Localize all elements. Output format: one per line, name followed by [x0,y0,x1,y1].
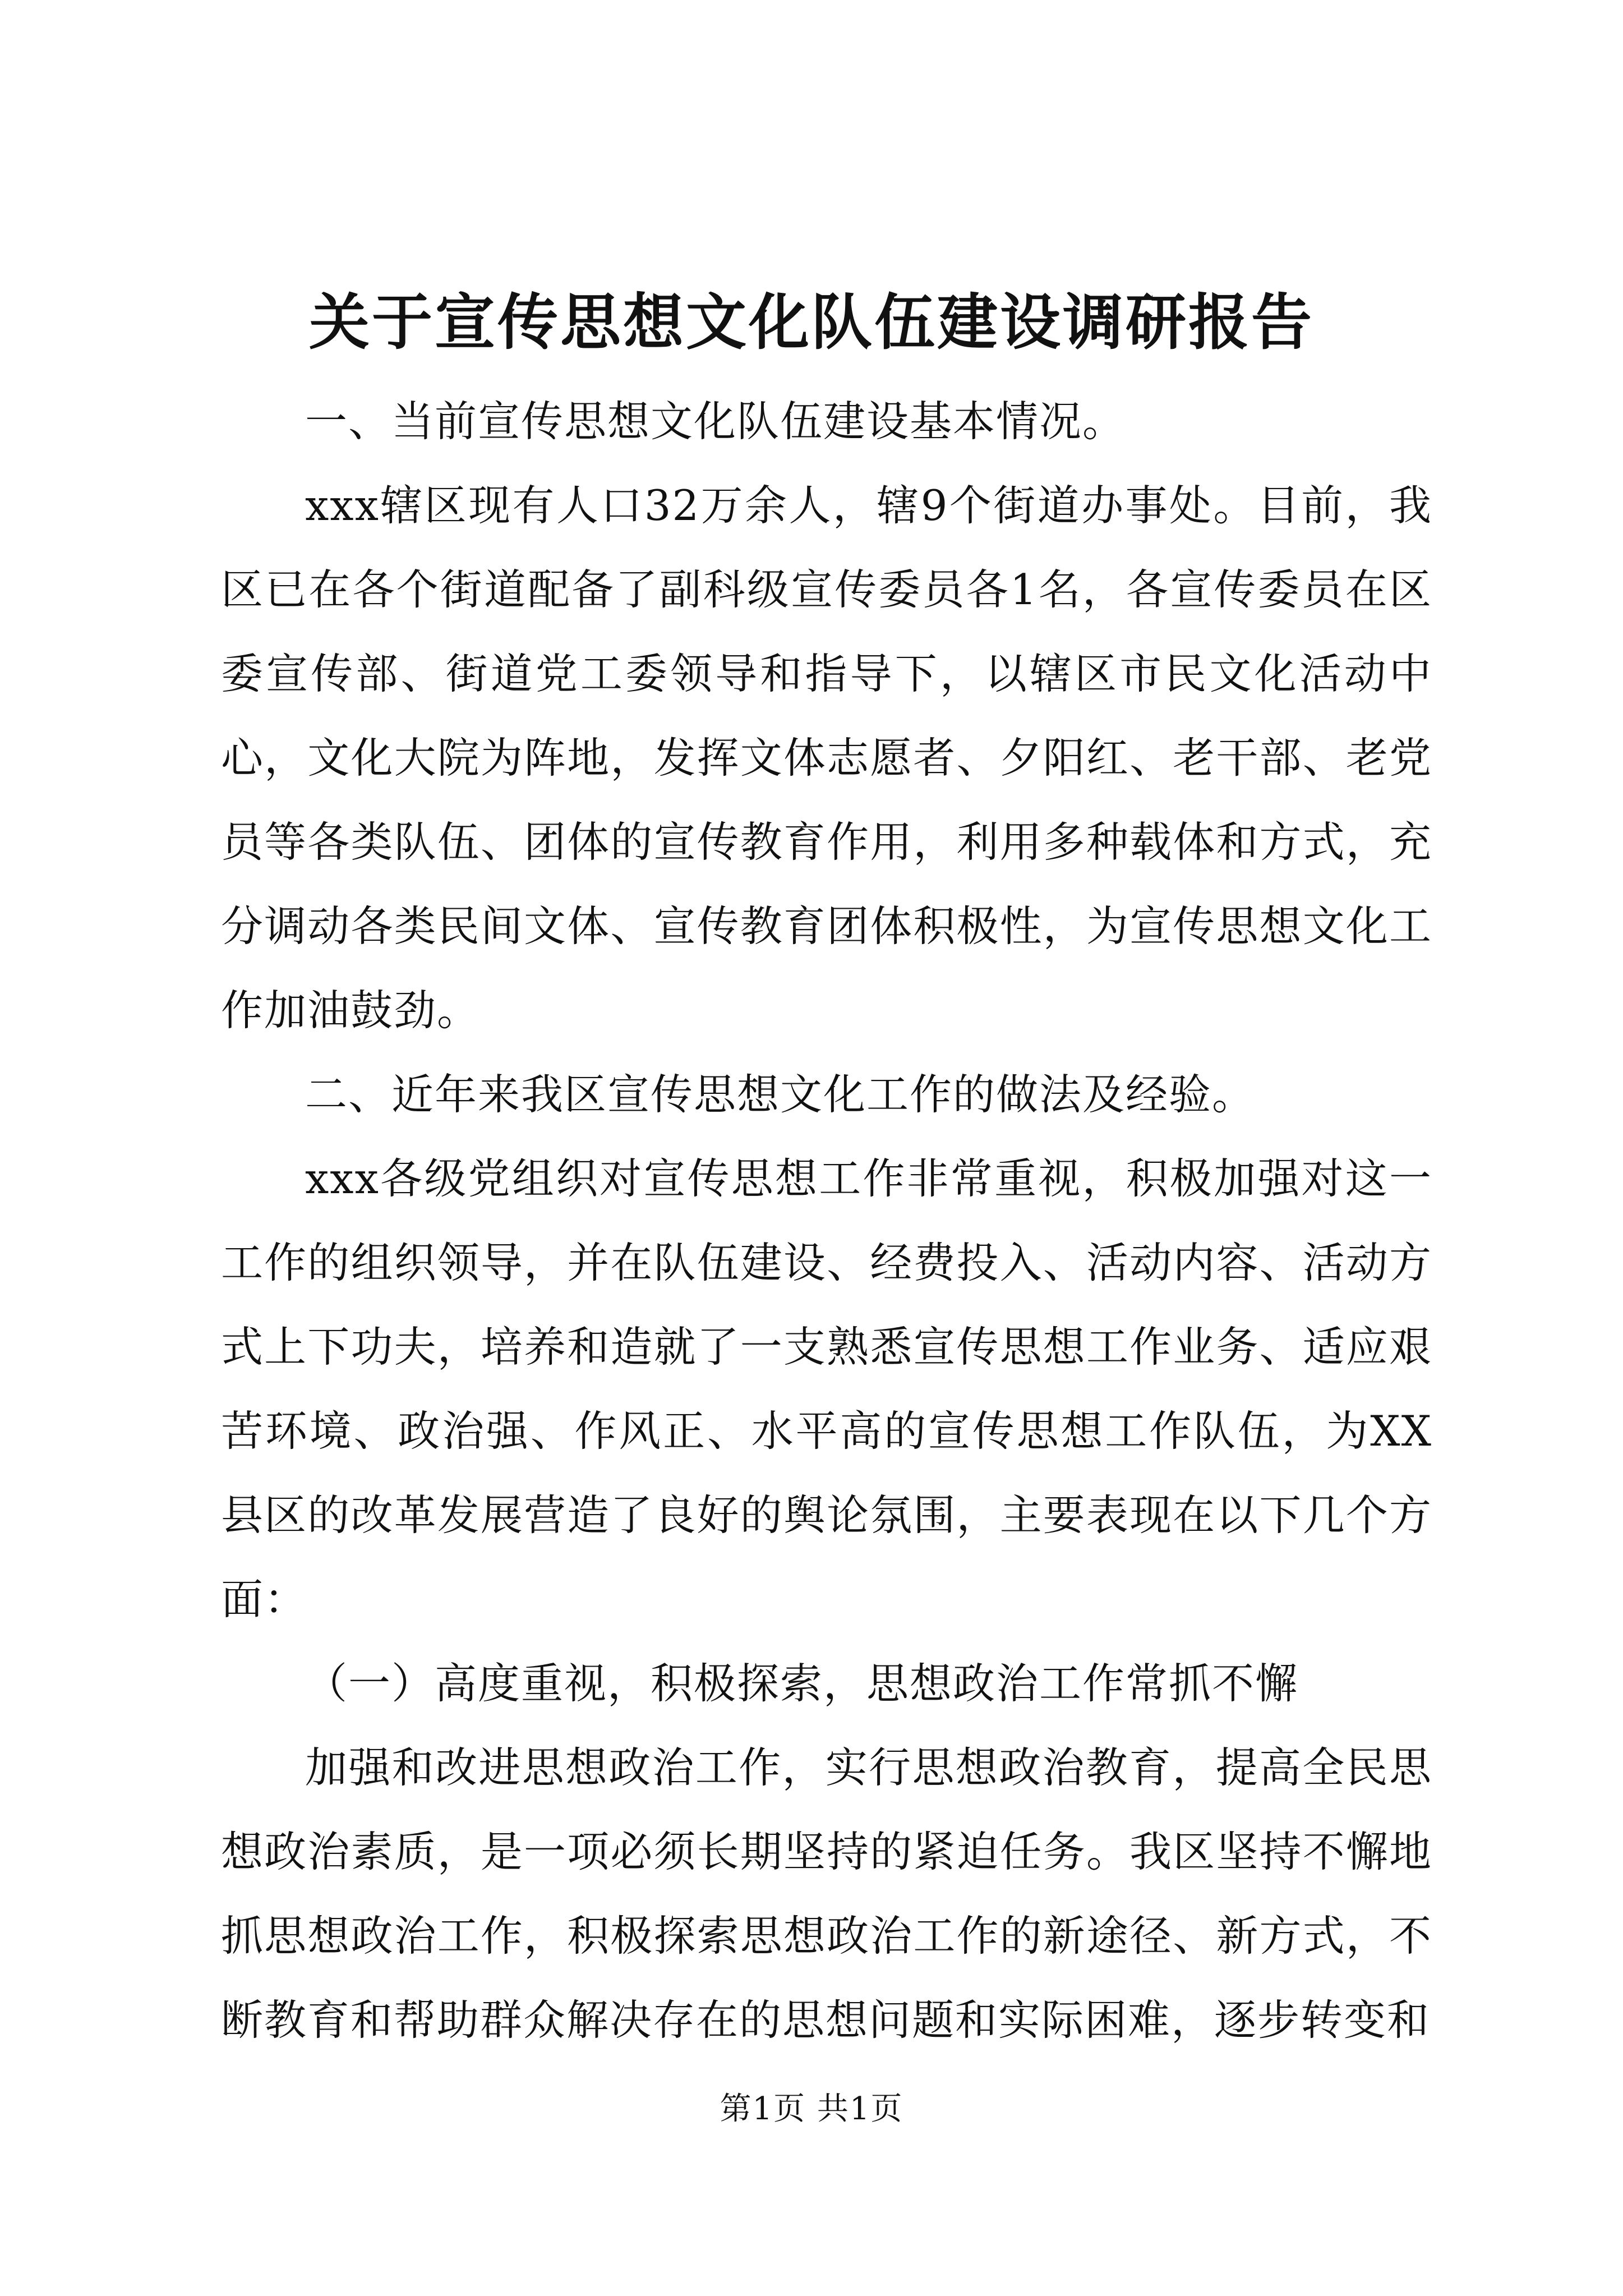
subsection-heading-1: （一）高度重视，积极探索，思想政治工作常抓不懈 [305,1659,1299,1708]
body-paragraph-3: 加强和改进思想政治工作，实行思想政治教育，提高全民思想政治素质，是一项必须长期坚持的紧迫任务。我区坚持不懈地抓思想政治工作，积极探索思想政治工作的新途径、新方式，不断教育和帮助群众解决存在的思想问题和实际困难，逐步转变和 [221,1743,1432,2045]
document-body [221,379,1432,2062]
body-paragraph-2: xxx各级党组织对宣传思想工作非常重视，积极加强对这一工作的组织领导，并在队伍建设、经费投入、活动内容、活动方式上下功夫，培养和造就了一支熟悉宣传思想工作业务、适应艰苦环境、政治强、作风正、水平高的宣传思想工作队伍，为XX县区的改革发展营造了良好的舆论氛围，主要表现在以下几个方面： [221,1154,1432,1624]
page-footer: 第1页 共1页 [720,2091,903,2127]
section-heading-2: 二、近年来我区宣传思想文化工作的做法及经验。 [305,1070,1256,1119]
body-paragraph-1: xxx辖区现有人口32万余人，辖9个街道办事处。目前，我区已在各个街道配备了副科级宣传委员各1名，各宣传委员在区委宣传部、街道党工委领导和指导下，以辖区市民文化活动中心，文化大院为阵地，发挥文体志愿者、夕阳红、老干部、老党员等各类队伍、团体的宣传教育作用，利用多种载体和方式，充分调动各类民间文体、宣传教育团体积极性，为宣传思想文化工作加油鼓劲。 [221,481,1432,1035]
document-title: 关于宣传思想文化队伍建设调研报告 [308,287,1314,358]
section-heading-1: 一、当前宣传思想文化队伍建设基本情况。 [305,397,1126,446]
